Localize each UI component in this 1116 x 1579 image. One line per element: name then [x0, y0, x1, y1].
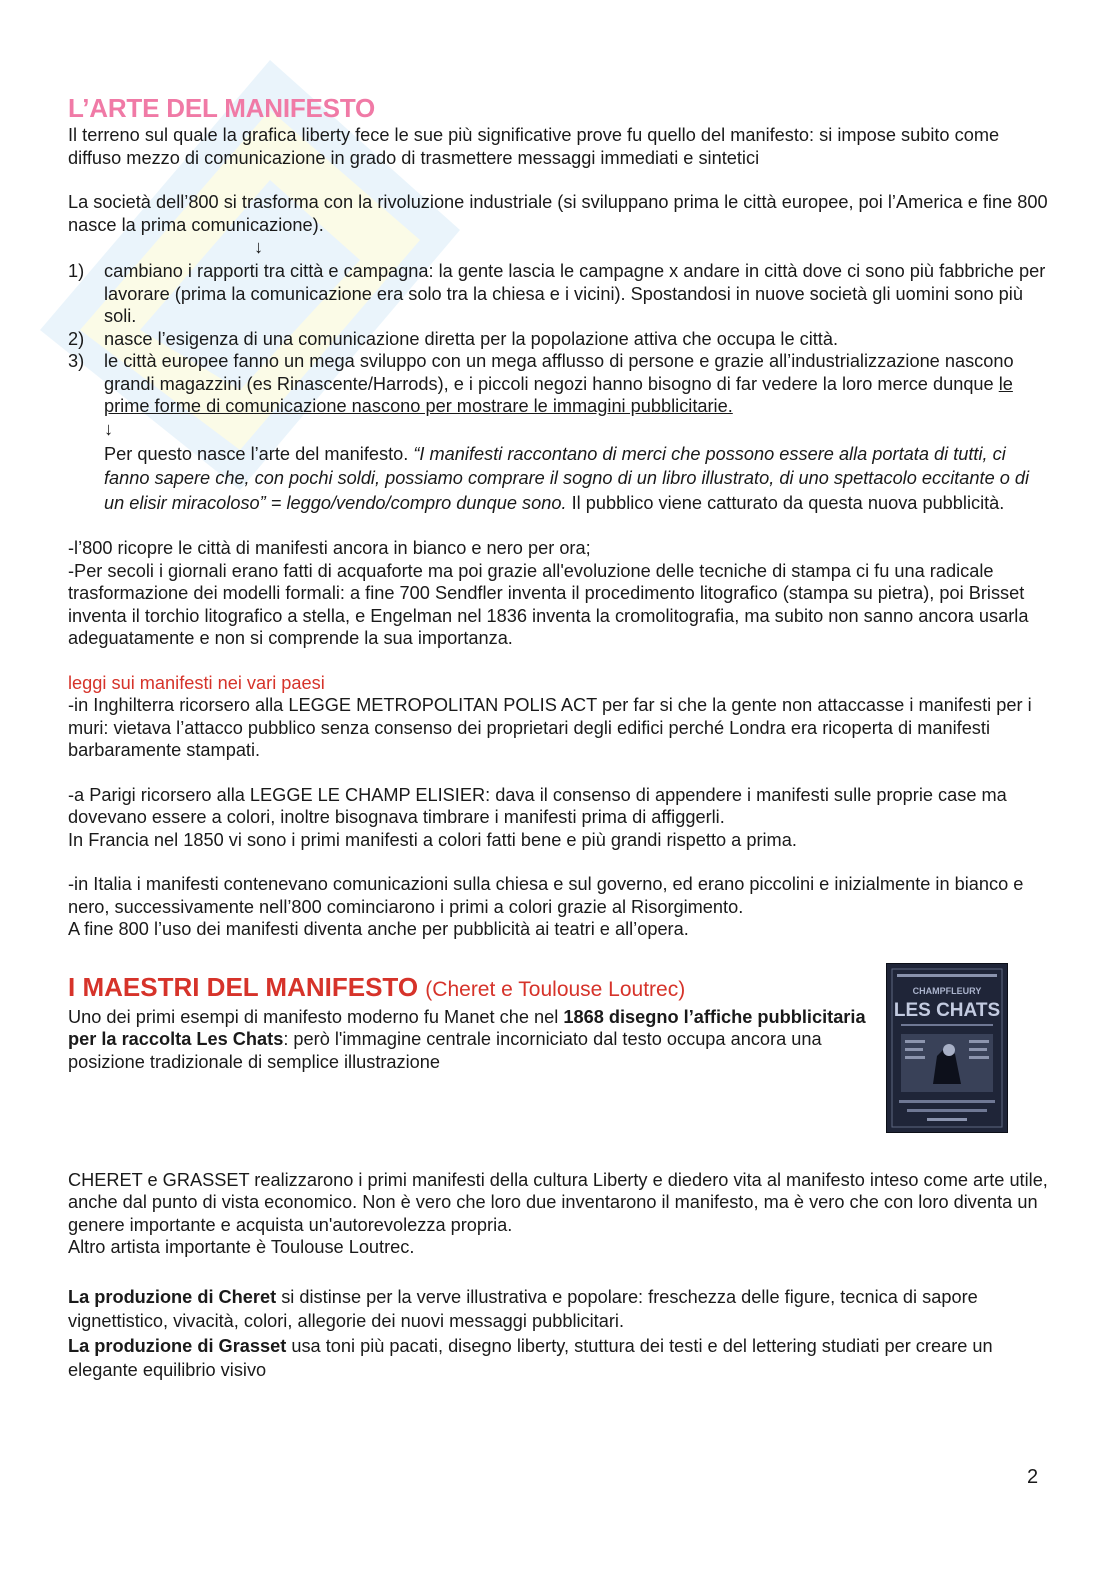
section-title-maestri: I MAESTRI DEL MANIFESTO (Cheret e Toulouse Loutrec) — [68, 971, 686, 1002]
svg-text:LES CHATS: LES CHATS — [893, 999, 1001, 1021]
down-arrow-icon: ↓ — [104, 418, 114, 439]
law-england: -in Inghilterra ricorsero alla LEGGE METROPOLITAN POLIS ACT per far si che la gente non attaccasse i manifesti per i muri: vietava l’attacco pubblico senza consenso dei proprietari degli edifici perché Londra era ricoperta di manifesti barbaramente stampati. — [68, 695, 1032, 760]
toulouse-line: Altro artista importante è Toulouse Loutrec. — [68, 1237, 415, 1257]
list-item: 2) nasce l’esigenza di una comunicazione diretta per la popolazione attiva che occupa le città. — [68, 328, 839, 349]
maestri-section — [68, 971, 1048, 1131]
manet-paragraph: Uno dei primi esempi di manifesto moderno fu Manet che nel 1868 disegno l’affiche pubblicitaria per la raccolta Les Chats: però l'immagine centrale incorniciato dal testo occupa ancora una posizione tradizionale di semplice illustrazione — [68, 1006, 866, 1072]
law-paris: -a Parigi ricorsero alla LEGGE LE CHAMP ELISIER: dava il consenso di appendere i manifesti sulle proprie case ma dovevano essere a colori, inoltre bisognava timbrare i manifesti prima di affiggerli. — [68, 784, 1007, 827]
grasset-production: La produzione di Grasset usa toni più pacati, disegno liberty, stuttura dei testi e del lettering studiati per creare un elegante equilibrio visivo — [68, 1335, 993, 1380]
les-chats-poster-image — [886, 963, 1008, 1133]
history-line-1: -l’800 ricopre le città di manifesti ancora in bianco e nero per ora; — [68, 538, 591, 558]
law-italy-theatre: A fine 800 l’uso dei manifesti diventa anche per pubblicità ai teatri e all’opera. — [68, 919, 689, 939]
list-item: 1) cambiano i rapporti tra città e campagna: la gente lascia le campagne x andare in città dove ci sono più fabbriche per lavorare (prima la comunicazione era solo tra la chiesa e i vicini). Spostandosi in nuove società gli uomini sono più soli. — [68, 261, 1046, 326]
law-italy: -in Italia i manifesti contenevano comunicazioni sulla chiesa e sul governo, ed erano piccolini e inizialmente in bianco e nero, successivamente nell’800 cominciarono i primi a colori grazie al Risorgimento. — [68, 874, 1024, 917]
manifesto-quote: “I manifesti raccontano di merci che possono essere alla portata di tutti, ci fanno sapere che, con pochi soldi, possiamo comprare il sogno di un libro illustrato, di uno spettacolo eccitante o di un elisir miracoloso” = leggo/vendo/compro dunque sono. — [104, 443, 1030, 513]
society-paragraph: La società dell’800 si trasforma con la rivoluzione industriale (si sviluppano prima le città europee, poi l’America e fine 800 nasce la prima comunicazione). — [68, 192, 1048, 235]
cheret-grasset-paragraph: CHERET e GRASSET realizzarono i primi manifesti della cultura Liberty e diedero vita al manifesto inteso come arte utile, anche dal punto di vista economico. Non è vero che loro due inventarono il manifesto, ma è vero che con loro diventa un genere importante e acquista un'autorevolezza propria. — [68, 1169, 1048, 1235]
svg-text:CHAMPFLEURY: CHAMPFLEURY — [912, 985, 982, 996]
history-paragraph: -Per secoli i giornali erano fatti di acquaforte ma poi grazie all'evoluzione delle tecniche di stampa ci fu una radicale trasformazione dei modelli formali: a fine 700 Sendfler inventa il procedimento litografico (stampa su pietra), poi Brisset inventa il torchio litografico a stella, e Engelman nel 1836 inventa la cromolitografia, ma subito non sanno ancora usarla adeguatamente e non si comprende la sua importanza. — [68, 560, 1029, 648]
numbered-list — [68, 260, 1048, 418]
section-title-arte-manifesto: L’ARTE DEL MANIFESTO — [68, 93, 376, 123]
page-content — [68, 92, 1048, 1383]
list-item: 3) le città europee fanno un mega sviluppo con un mega afflusso di persone e grazie all’industrializzazione nascono grandi magazzini (es Rinascente/Harrods), e i piccoli negozi hanno bisogno di far vedere la loro merce dunque le prime forme di comunicazione nascono per mostrare le immagini pubblicitarie. — [68, 351, 1014, 416]
down-arrow-icon: ↓ — [254, 237, 264, 257]
underlined-text: le prime forme di comunicazione nascono per mostrare le immagini pubblicitarie. — [104, 373, 1013, 416]
cheret-production: La produzione di Cheret si distinse per la verve illustrativa e popolare: freschezza delle figure, tecnica di sapore vignettistico, vivacità, colori, allegorie dei nuovi messaggi pubblicitari. — [68, 1286, 978, 1331]
intro-paragraph: Il terreno sul quale la grafica liberty fece le sue più significative prove fu quello del manifesto: si impose subito come diffuso mezzo di comunicazione in grado di trasmettere messaggi immediati e sintetici — [68, 125, 1000, 168]
law-france-1850: In Francia nel 1850 vi sono i primi manifesti a colori fatti bene e più grandi rispetto a prima. — [68, 829, 797, 850]
page-number: 2 — [1027, 1466, 1039, 1488]
quote-paragraph: Per questo nasce l’arte del manifesto. “I manifesti raccontano di merci che possono essere alla portata di tutti, ci fanno sapere che, con pochi soldi, possiamo comprare il sogno di un libro illustrato, di uno spettacolo eccitante o di un elisir miracoloso” = leggo/vendo/compro dunque sono. Il pubblico viene catturato da questa nuova pubblicità. — [104, 443, 1030, 513]
laws-heading: leggi sui manifesti nei vari paesi — [68, 672, 325, 693]
